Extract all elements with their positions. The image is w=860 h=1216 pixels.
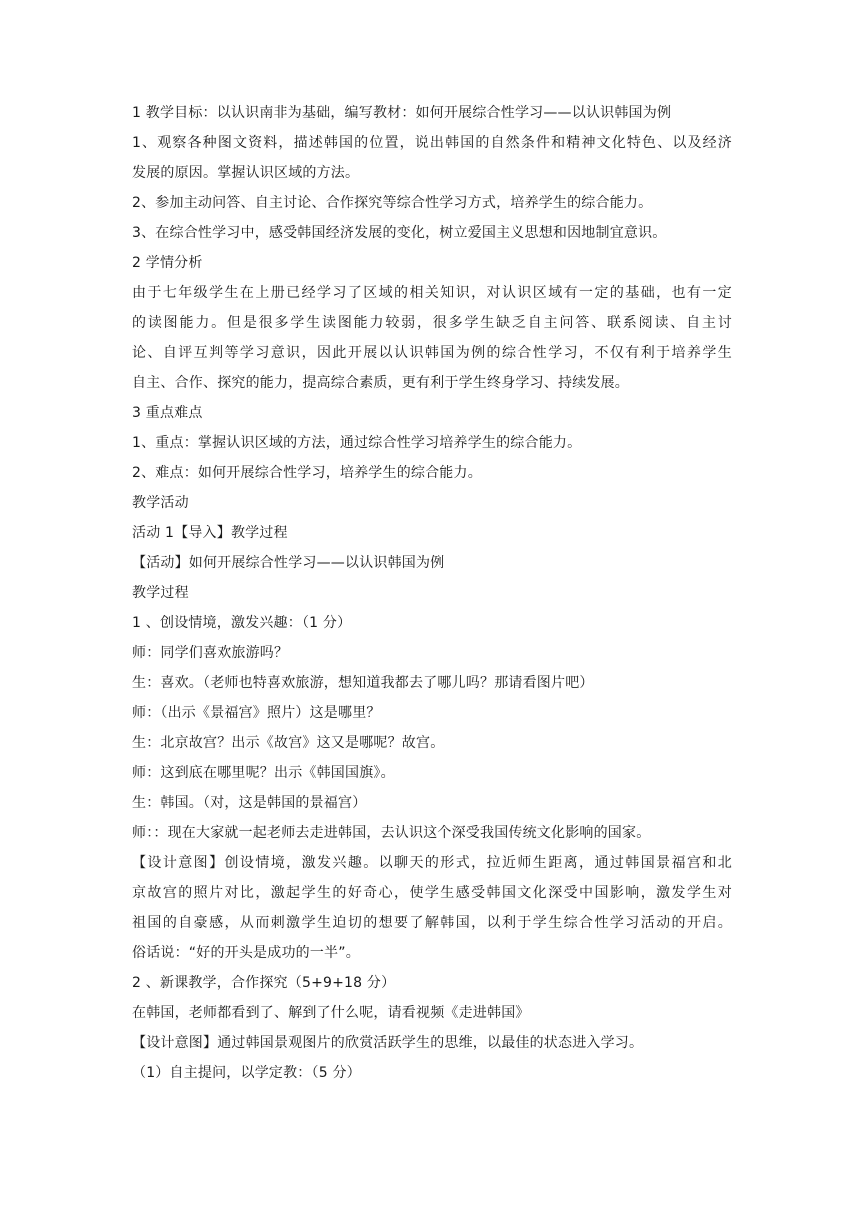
design-intent-line: 京故宫的照片对比，激起学生的好奇心，使学生感受韩国文化深受中国影响，激发学生对 [132, 885, 732, 901]
objective-item-2: 2、参加主动问答、自主讨论、合作探究等综合性学习方式，培养学生的综合能力。 [132, 195, 653, 211]
design-intent-line: 【设计意图】创设情境，激发兴趣。以聊天的形式，拉近师生距离，通过韩国景福宫和北 [132, 855, 732, 871]
document-body [132, 98, 732, 1088]
dialogue-line: 生：北京故宫？出示《故宫》这又是哪呢？故宫。 [132, 735, 445, 751]
dialogue-line: 生：喜欢。（老师也特喜欢旅游，想知道我都去了哪儿吗？那请看图片吧） [132, 675, 594, 691]
step-2-title: 2 、新课教学，合作探究（5+9+18 分） [132, 975, 396, 991]
activity-subtitle: 【活动】如何开展综合性学习——以认识韩国为例 [132, 555, 445, 571]
design-intent-line: 【设计意图】通过韩国景观图片的欣赏活跃学生的思维，以最佳的状态进入学习。 [132, 1035, 644, 1051]
activities-heading: 教学活动 [132, 495, 189, 511]
key-points-heading: 3 重点难点 [132, 405, 203, 421]
design-intent-line: 祖国的自豪感，从而刺激学生迫切的想要了解韩国，以利于学生综合性学习活动的开启。 [132, 915, 732, 931]
objective-item-3: 3、在综合性学习中，感受韩国经济发展的变化，树立爱国主义思想和因地制宜意识。 [132, 225, 667, 241]
objective-heading: 1 教学目标：以认识南非为基础，编写教材：如何开展综合性学习——以认识韩国为例 [132, 105, 672, 121]
dialogue-line: 师：这到底在哪里呢？出示《韩国国旗》。 [132, 765, 395, 781]
dialogue-line: 师：（出示《景福宫》照片）这是哪里？ [132, 705, 381, 721]
analysis-paragraph-line: 自主、合作、探究的能力，提高综合素质，更有利于学生终身学习、持续发展。 [132, 375, 629, 391]
dialogue-line: 师：：现在大家就一起老师去走进韩国，去认识这个深受我国传统文化影响的国家。 [132, 825, 651, 841]
step-1-title: 1 、创设情境，激发兴趣：（1 分） [132, 615, 352, 631]
design-intent-line: 俗话说：“好的开头是成功的一半”。 [132, 945, 360, 961]
analysis-paragraph-line: 的读图能力。但是很多学生读图能力较弱，很多学生缺乏自主问答、联系阅读、自主讨 [132, 315, 732, 331]
key-point-item: 1、重点：掌握认识区域的方法，通过综合性学习培养学生的综合能力。 [132, 435, 582, 451]
activity-1-title: 活动 1【导入】教学过程 [132, 525, 288, 541]
objective-item-1-cont: 发展的原因。掌握认识区域的方法。 [132, 165, 360, 181]
analysis-heading: 2 学情分析 [132, 255, 203, 271]
analysis-paragraph-line: 论、自评互判等学习意识，因此开展以认识韩国为例的综合性学习，不仅有利于培养学生 [132, 345, 732, 361]
dialogue-line: 师：同学们喜欢旅游吗？ [132, 645, 289, 661]
difficulty-item: 2、难点：如何开展综合性学习，培养学生的综合能力。 [132, 465, 482, 481]
video-intro-line: 在韩国，老师都看到了、解到了什么呢，请看视频《走进韩国》 [132, 1005, 530, 1021]
process-heading: 教学过程 [132, 585, 189, 601]
dialogue-line: 生：韩国。（对，这是韩国的景福宫） [132, 795, 367, 811]
objective-item-1: 1、观察各种图文资料，描述韩国的位置，说出韩国的自然条件和精神文化特色、以及经济 [132, 135, 732, 151]
sub-step-1-title: （1）自主提问，以学定教：（5 分） [132, 1065, 361, 1081]
analysis-paragraph-line: 由于七年级学生在上册已经学习了区域的相关知识，对认识区域有一定的基础，也有一定 [132, 285, 732, 301]
